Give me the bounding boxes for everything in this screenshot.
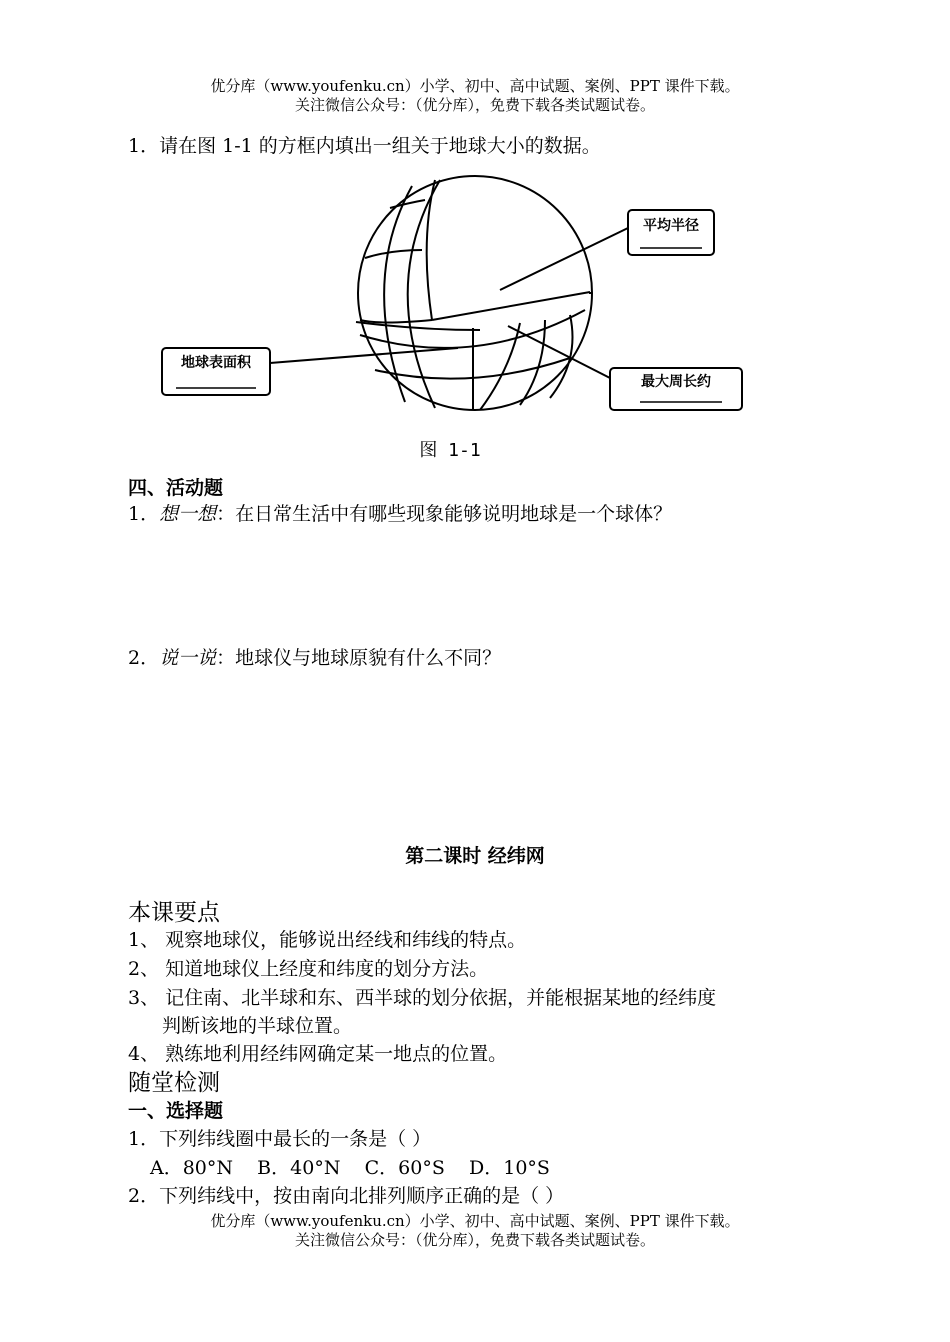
cut-edge	[432, 292, 590, 320]
choice-question-1-options: A．80°N B．40°N C．60°S D．10°S	[150, 1157, 550, 1179]
latitude-line	[390, 200, 425, 208]
header-line-1: 优分库（www.youfenku.cn）小学、初中、高中试题、案例、PPT 课件下载。	[210, 77, 740, 95]
key-point-3: 3、 记住南、北半球和东、西半球的划分依据，并能根据某地的经纬度	[128, 987, 717, 1009]
activity-question-1	[128, 501, 672, 527]
activity-question-2-text: ：地球仪与地球原貌有什么不同？	[216, 647, 502, 669]
radius-label: 平均半径	[643, 218, 699, 234]
meridian-line	[480, 323, 520, 410]
meridian-line	[408, 180, 440, 408]
footer-line-2: 关注微信公众号：（优分库），免费下载各类试题试卷。	[294, 1231, 655, 1249]
activity-question-1-text: ：在日常生活中有哪些现象能够说明地球是一个球体？	[216, 503, 673, 525]
key-point-4: 4、 熟练地利用经纬网确定某一地点的位置。	[128, 1043, 508, 1065]
radius-leader-line	[500, 228, 628, 290]
key-point-1: 1、 观察地球仪，能够说出经线和纬线的特点。	[128, 929, 527, 951]
earth-globe-figure	[150, 170, 760, 420]
activity-question-2	[128, 645, 501, 671]
globe-outline	[358, 176, 592, 410]
latitude-line	[356, 322, 480, 330]
key-point-3-continued: 判断该地的半球位置。	[162, 1015, 353, 1037]
area-leader-line	[270, 348, 458, 363]
circumference-label: 最大周长约	[641, 374, 711, 390]
footer-line-1: 优分库（www.youfenku.cn）小学、初中、高中试题、案例、PPT 课件下载。	[210, 1212, 740, 1230]
section-4-title: 四、活动题	[128, 477, 224, 499]
activity-question-2-lead: 说一说	[159, 647, 217, 669]
activity-question-1-lead: 想一想	[159, 503, 217, 525]
header-line-2: 关注微信公众号：（优分库），免费下载各类试题试卷。	[294, 96, 655, 114]
question-1	[128, 133, 601, 159]
question-1-text: 请在图 1-1 的方框内填出一组关于地球大小的数据。	[159, 135, 601, 157]
choice-question-1: 1．下列纬线圈中最长的一条是（ ）	[128, 1128, 432, 1150]
question-1-number: 1．	[128, 135, 160, 157]
key-points-title: 本课要点	[128, 900, 220, 926]
choice-section-title: 一、选择题	[128, 1100, 224, 1122]
test-title: 随堂检测	[128, 1070, 220, 1096]
area-label: 地球表面积	[181, 355, 251, 371]
lesson-2-title: 第二课时 经纬网	[405, 845, 545, 867]
figure-caption: 图 1-1	[419, 440, 481, 461]
choice-question-2: 2．下列纬线中，按由南向北排列顺序正确的是（ ）	[128, 1185, 565, 1207]
activity-question-1-number: 1．	[128, 503, 160, 525]
cut-edge	[360, 320, 432, 323]
latitude-line	[365, 250, 422, 258]
activity-question-2-number: 2．	[128, 647, 160, 669]
key-point-2: 2、 知道地球仪上经度和纬度的划分方法。	[128, 958, 489, 980]
